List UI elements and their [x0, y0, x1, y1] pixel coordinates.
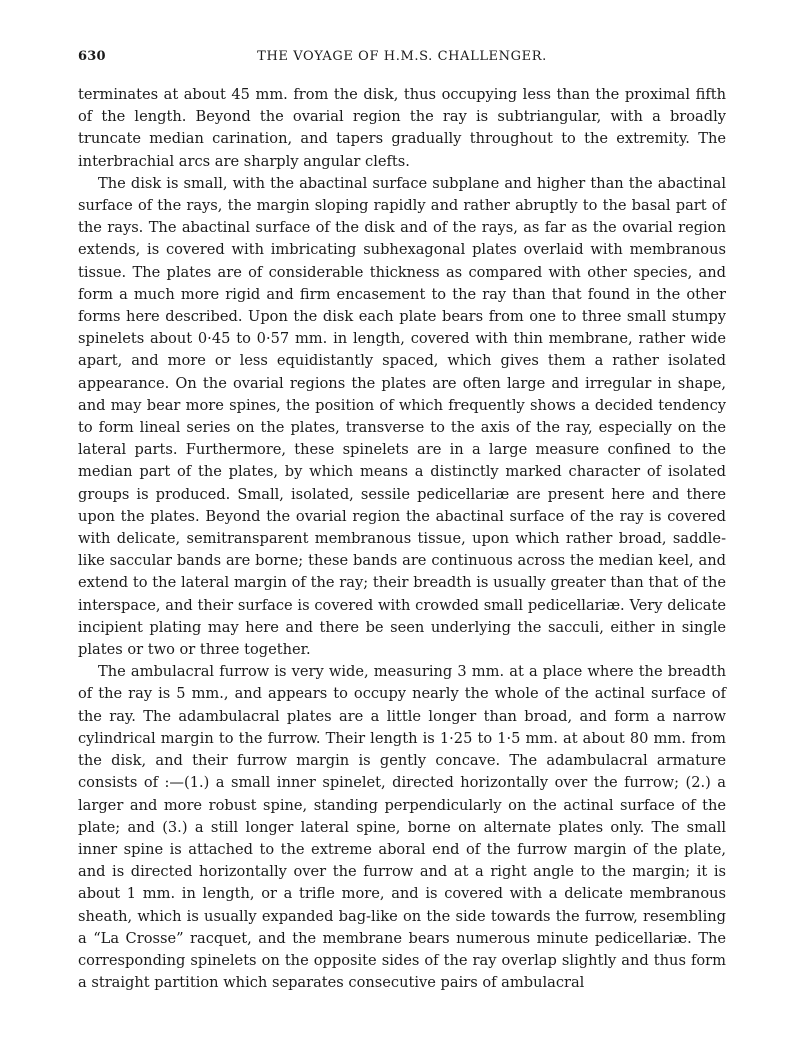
paragraph-continuation: terminates at about 45 mm. from the disk, thus occupying less than the proximal fifth of the length. Beyond the ovarial region the ray is subtriangular, with a broadly truncate median carination, and tapers gradually throughout to the extremity. The interbrachial arcs are sharply angular clefts. [78, 86, 726, 170]
running-header [78, 49, 726, 69]
paragraph-ambulacral-furrow: The ambulacral furrow is very wide, measuring 3 mm. at a place where the breadth of the ray is 5 mm., and appears to occupy nearly the whole of the actinal surface of the ray. The adambulacral plates are a little longer than broad, and form a narrow cylindrical margin to the furrow. Their length is 1·25 to 1·5 mm. at about 80 mm. from the disk, and their furrow margin is gently concave. The adambulacral armature consists of :—(1.) a small inner spinelet, directed horizontally over the furrow; (2.) a larger and more robust spine, standing perpendicularly on the actinal surface of the plate; and (3.) a still longer lateral spine, borne on alternate plates only. The small inner spine is attached to the extreme aboral end of the furrow margin of the plate, and is directed horizontally over the furrow and at a right angle to the margin; it is about 1 mm. in length, or a trifle more, and is covered with a delicate membranous sheath, which is usually expanded bag-like on the side towards the furrow, resembling a “La Crosse” racquet, and the membrane bears numerous minute pedicellariæ. The corresponding spinelets on the opposite sides of the ray overlap slightly and thus form a straight partition which separates consecutive pairs of ambulacral [78, 663, 726, 992]
running-title: THE VOYAGE OF H.M.S. CHALLENGER. [257, 49, 547, 64]
page-number: 630 [78, 49, 106, 64]
paragraph-disk: The disk is small, with the abactinal surface subplane and higher than the abactinal surface of the rays, the margin sloping rapidly and rather abruptly to the basal part of the rays. The abactinal surface of the disk and of the rays, as far as the ovarial region extends, is covered with imbricating subhexagonal plates overlaid with membranous tissue. The plates are of considerable thickness as compared with other species, and form a much more rigid and firm encasement to the ray than that found in the other forms here described. Upon the disk each plate bears from one to three small stumpy spinelets about 0·45 to 0·57 mm. in length, covered with thin membrane, rather wide apart, and more or less equidistantly spaced, which gives them a rather isolated appearance. On the ovarial regions the plates are often large and irregular in shape, and may bear more spines, the position of which frequently shows a decided tendency to form lineal series on the plates, transverse to the axis of the ray, especially on the lateral parts. Furthermore, these spinelets are in a large measure confined to the median part of the plates, by which means a distinctly marked character of isolated groups is produced. Small, isolated, sessile pedicellariæ are present here and there upon the plates. Beyond the ovarial region the abactinal surface of the ray is covered with delicate, semitransparent membranous tissue, upon which rather broad, saddle-like saccular bands are borne; these bands are continuous across the median keel, and extend to the lateral margin of the ray; their breadth is usually greater than that of the interspace, and their surface is covered with crowded small pedicellariæ. Very delicate incipient plating may here and there be seen underlying the sacculi, either in single plates or two or three together. [78, 174, 726, 659]
body-text [78, 84, 726, 994]
